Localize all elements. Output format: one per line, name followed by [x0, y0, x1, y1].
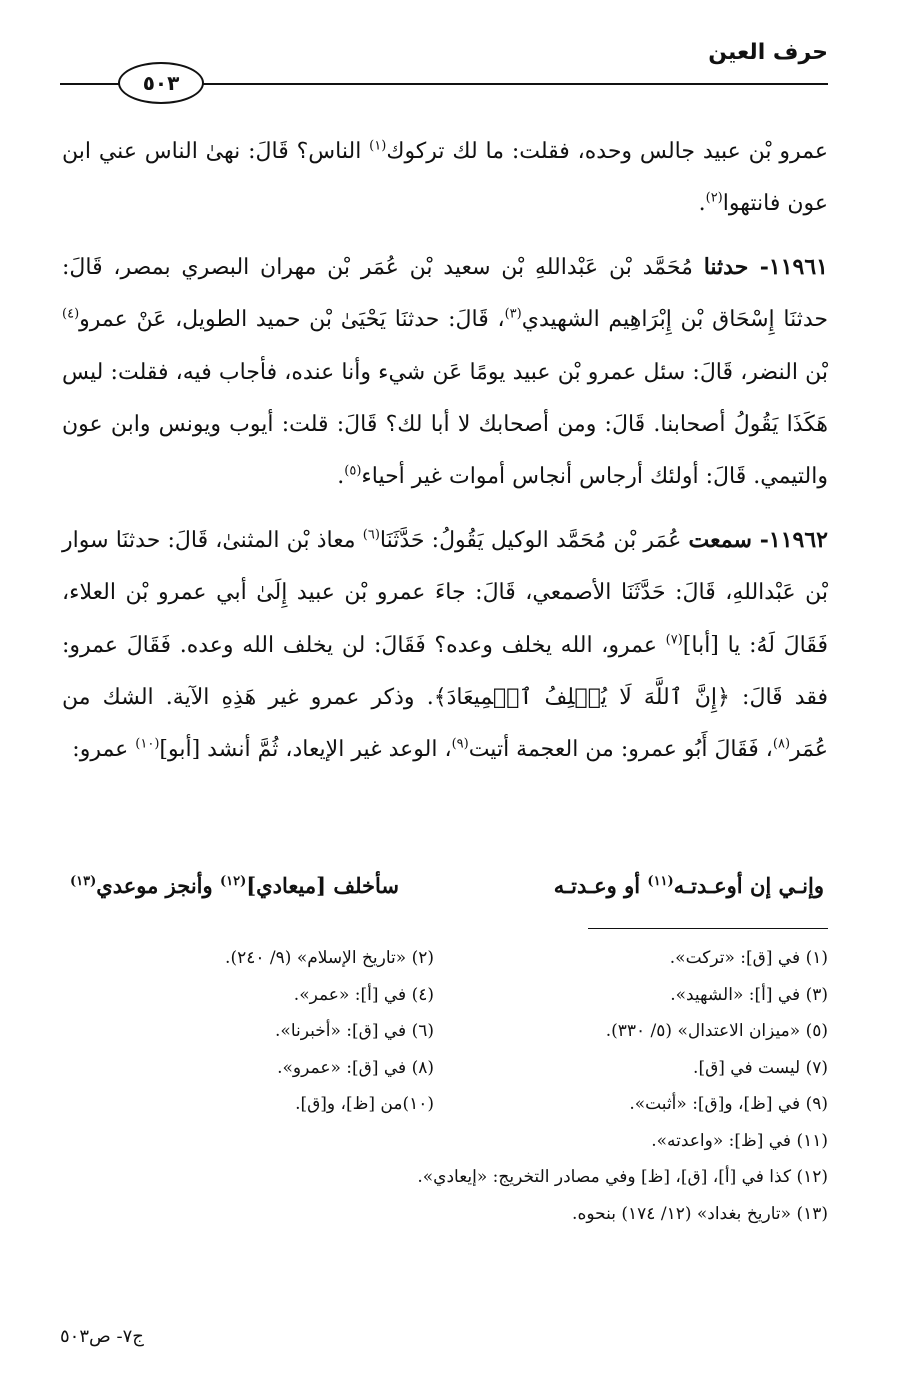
footnote-ref-13[interactable]: (١٣) [70, 874, 97, 889]
hadith-number: ١١٩٦١- [748, 253, 828, 280]
verse-first-hemistich [554, 866, 824, 906]
hadith-number: ١١٩٦٢- [751, 526, 828, 553]
text-run: عمرو بْن عبيد جالس وحده، فقلت: ما لك تركوك [386, 139, 828, 164]
footnote-5: (٥) «ميزان الاعتدال» (٥/ ٣٣٠). [605, 1021, 828, 1041]
footnote-10: (١٠)من [ظ]، و[ق]. [295, 1094, 434, 1114]
footnote-row [80, 1086, 828, 1123]
footnote-ref-11[interactable]: (١١) [647, 874, 674, 889]
text-run: عُمَر بْن مُحَمَّد الوكيل يَقُولُ: حَدَّثَنَا [379, 527, 689, 553]
footnote-row [80, 940, 828, 977]
poetry-verse [70, 866, 824, 906]
footnote-ref-10[interactable]: (١٠) [135, 737, 160, 753]
text-run: سأخلف [ميعادي] [246, 873, 400, 898]
footnote-ref-6[interactable]: (٦) [362, 527, 380, 543]
text-run: ، قَالَ: حدثنَا يَحْيَىٰ بْن حميد الطويل، عَنْ عمرو [79, 307, 505, 333]
footnote-3: (٣) في [أ]: «الشهيد». [670, 984, 828, 1005]
text-run: بْن النضر، قَالَ: سئل عمرو بْن عبيد يومًا عَن شيء وأنا عنده، فأجاب فيه، فقلت: ليس هَكَذَا يَقُولُ أصحابنا. قَالَ: ومن أصحابك لا أبا لك؟ قَالَ: قلت: أيوب ويونس وابن عون والتيمي. قَالَ: أولئك أرجاس أنجاس أموات غير أحياء [62, 359, 828, 490]
text-run: وإنـي إن أوعـدتـه [673, 873, 824, 898]
text-run: مُحَمَّد بْن عَبْداللهِ بْن سعيد بْن عُمَر بْن مهران البصري بمصر، قَالَ: حدثنَا إِسْحَاق بْن إِبْرَاهِيم الشهيدي [62, 254, 828, 333]
verse-second-hemistich [70, 866, 399, 906]
footnote-ref-5[interactable]: (٥) [344, 464, 362, 480]
footnote-4: (٤) في [أ]: «عمر». [293, 984, 434, 1005]
footnote-9: (٩) في [ظ]، و[ق]: «أثبت». [629, 1094, 828, 1114]
text-run: عمرو: [72, 737, 136, 763]
lead-word: حدثنا [703, 253, 749, 280]
footnote-row [80, 1013, 828, 1050]
footnotes [80, 940, 828, 1232]
text-run: . [698, 191, 706, 217]
footnote-ref-12[interactable]: (١٢) [219, 874, 247, 889]
text-run: وأنجز موعدي [96, 873, 220, 898]
footnote-1: (١) في [ق]: «تركت». [669, 948, 828, 968]
footnote-ref-7[interactable]: (٧) [665, 632, 683, 648]
footnote-2: (٢) «تاريخ الإسلام» (٩/ ٢٤٠). [225, 948, 434, 968]
footnote-7: (٧) ليست في [ق]. [693, 1057, 828, 1078]
footnote-6: (٦) في [ق]: «أخبرنا». [275, 1021, 434, 1041]
footnote-ref-2[interactable]: (٢) [705, 191, 723, 207]
text-run: الناس؟ قَالَ: نهىٰ الناس عني ابن عون فانتهوا [62, 139, 828, 217]
footnote-13: (١٣) «تاريخ بغداد» (١٢/ ١٧٤) بنحوه. [572, 1203, 828, 1224]
text-run: عمرو، الله يخلف وعده؟ فَقَالَ: لن يخلف الله وعده. فَقَالَ عمرو: فقد قَالَ: ﴿إِنَّ ٱللَّهَ لَا يُخۡلِفُ ٱلۡمِيعَادَ﴾. وذكر عمرو غير هَذِهِ الآية. الشك من عُمَر [62, 632, 829, 763]
footnote-12: (١٢) كذا في [أ]، [ق]، [ظ] وفي مصادر التخريج: «إيعادي». [417, 1167, 828, 1187]
footnote-11: (١١) في [ظ]: «واعدته». [651, 1130, 828, 1151]
footnote-8: (٨) في [ق]: «عمرو». [277, 1057, 434, 1078]
main-text [62, 126, 828, 777]
hadith-11961 [62, 241, 828, 504]
text-run: . [337, 464, 345, 490]
lead-word: سمعت [688, 526, 752, 553]
footnote-ref-3[interactable]: (٣) [504, 306, 522, 322]
text-run: ، الوعد غير الإيعاد، ثُمَّ أنشد [أبو] [159, 737, 452, 763]
footnote-separator [588, 928, 828, 929]
volume-page-reference: ج٧- ص٥٠٣ [60, 1326, 144, 1347]
running-header-chapter: حرف العين [708, 40, 828, 65]
text-run: ، فَقَالَ أَبُو عمرو: من العجمة أتيت [468, 737, 773, 763]
hadith-11962 [62, 514, 828, 777]
footnote-ref-9[interactable]: (٩) [451, 737, 469, 753]
page-number-oval [118, 62, 204, 104]
footnote-ref-4[interactable]: (٤) [62, 306, 80, 322]
footnote-row [80, 1050, 828, 1087]
text-run: معاذ بْن المثنىٰ، قَالَ: حدثنَا سوار بْن عَبْداللهِ، قَالَ: حَدَّثَنَا الأصمعي، قَالَ: جاءَ عمرو بْن عبيد إِلَىٰ أبي عمرو بْن العلاء، فَقَالَ لَهُ: يا [أبا] [62, 527, 829, 658]
page-number: ٥٠٣ [142, 71, 180, 95]
footnote-ref-8[interactable]: (٨) [772, 737, 791, 753]
footnote-ref-1[interactable]: (١) [369, 138, 387, 154]
text-run: أو وعـدتـه [553, 873, 648, 898]
paragraph-continuation [62, 126, 828, 231]
footnote-row [80, 977, 828, 1014]
